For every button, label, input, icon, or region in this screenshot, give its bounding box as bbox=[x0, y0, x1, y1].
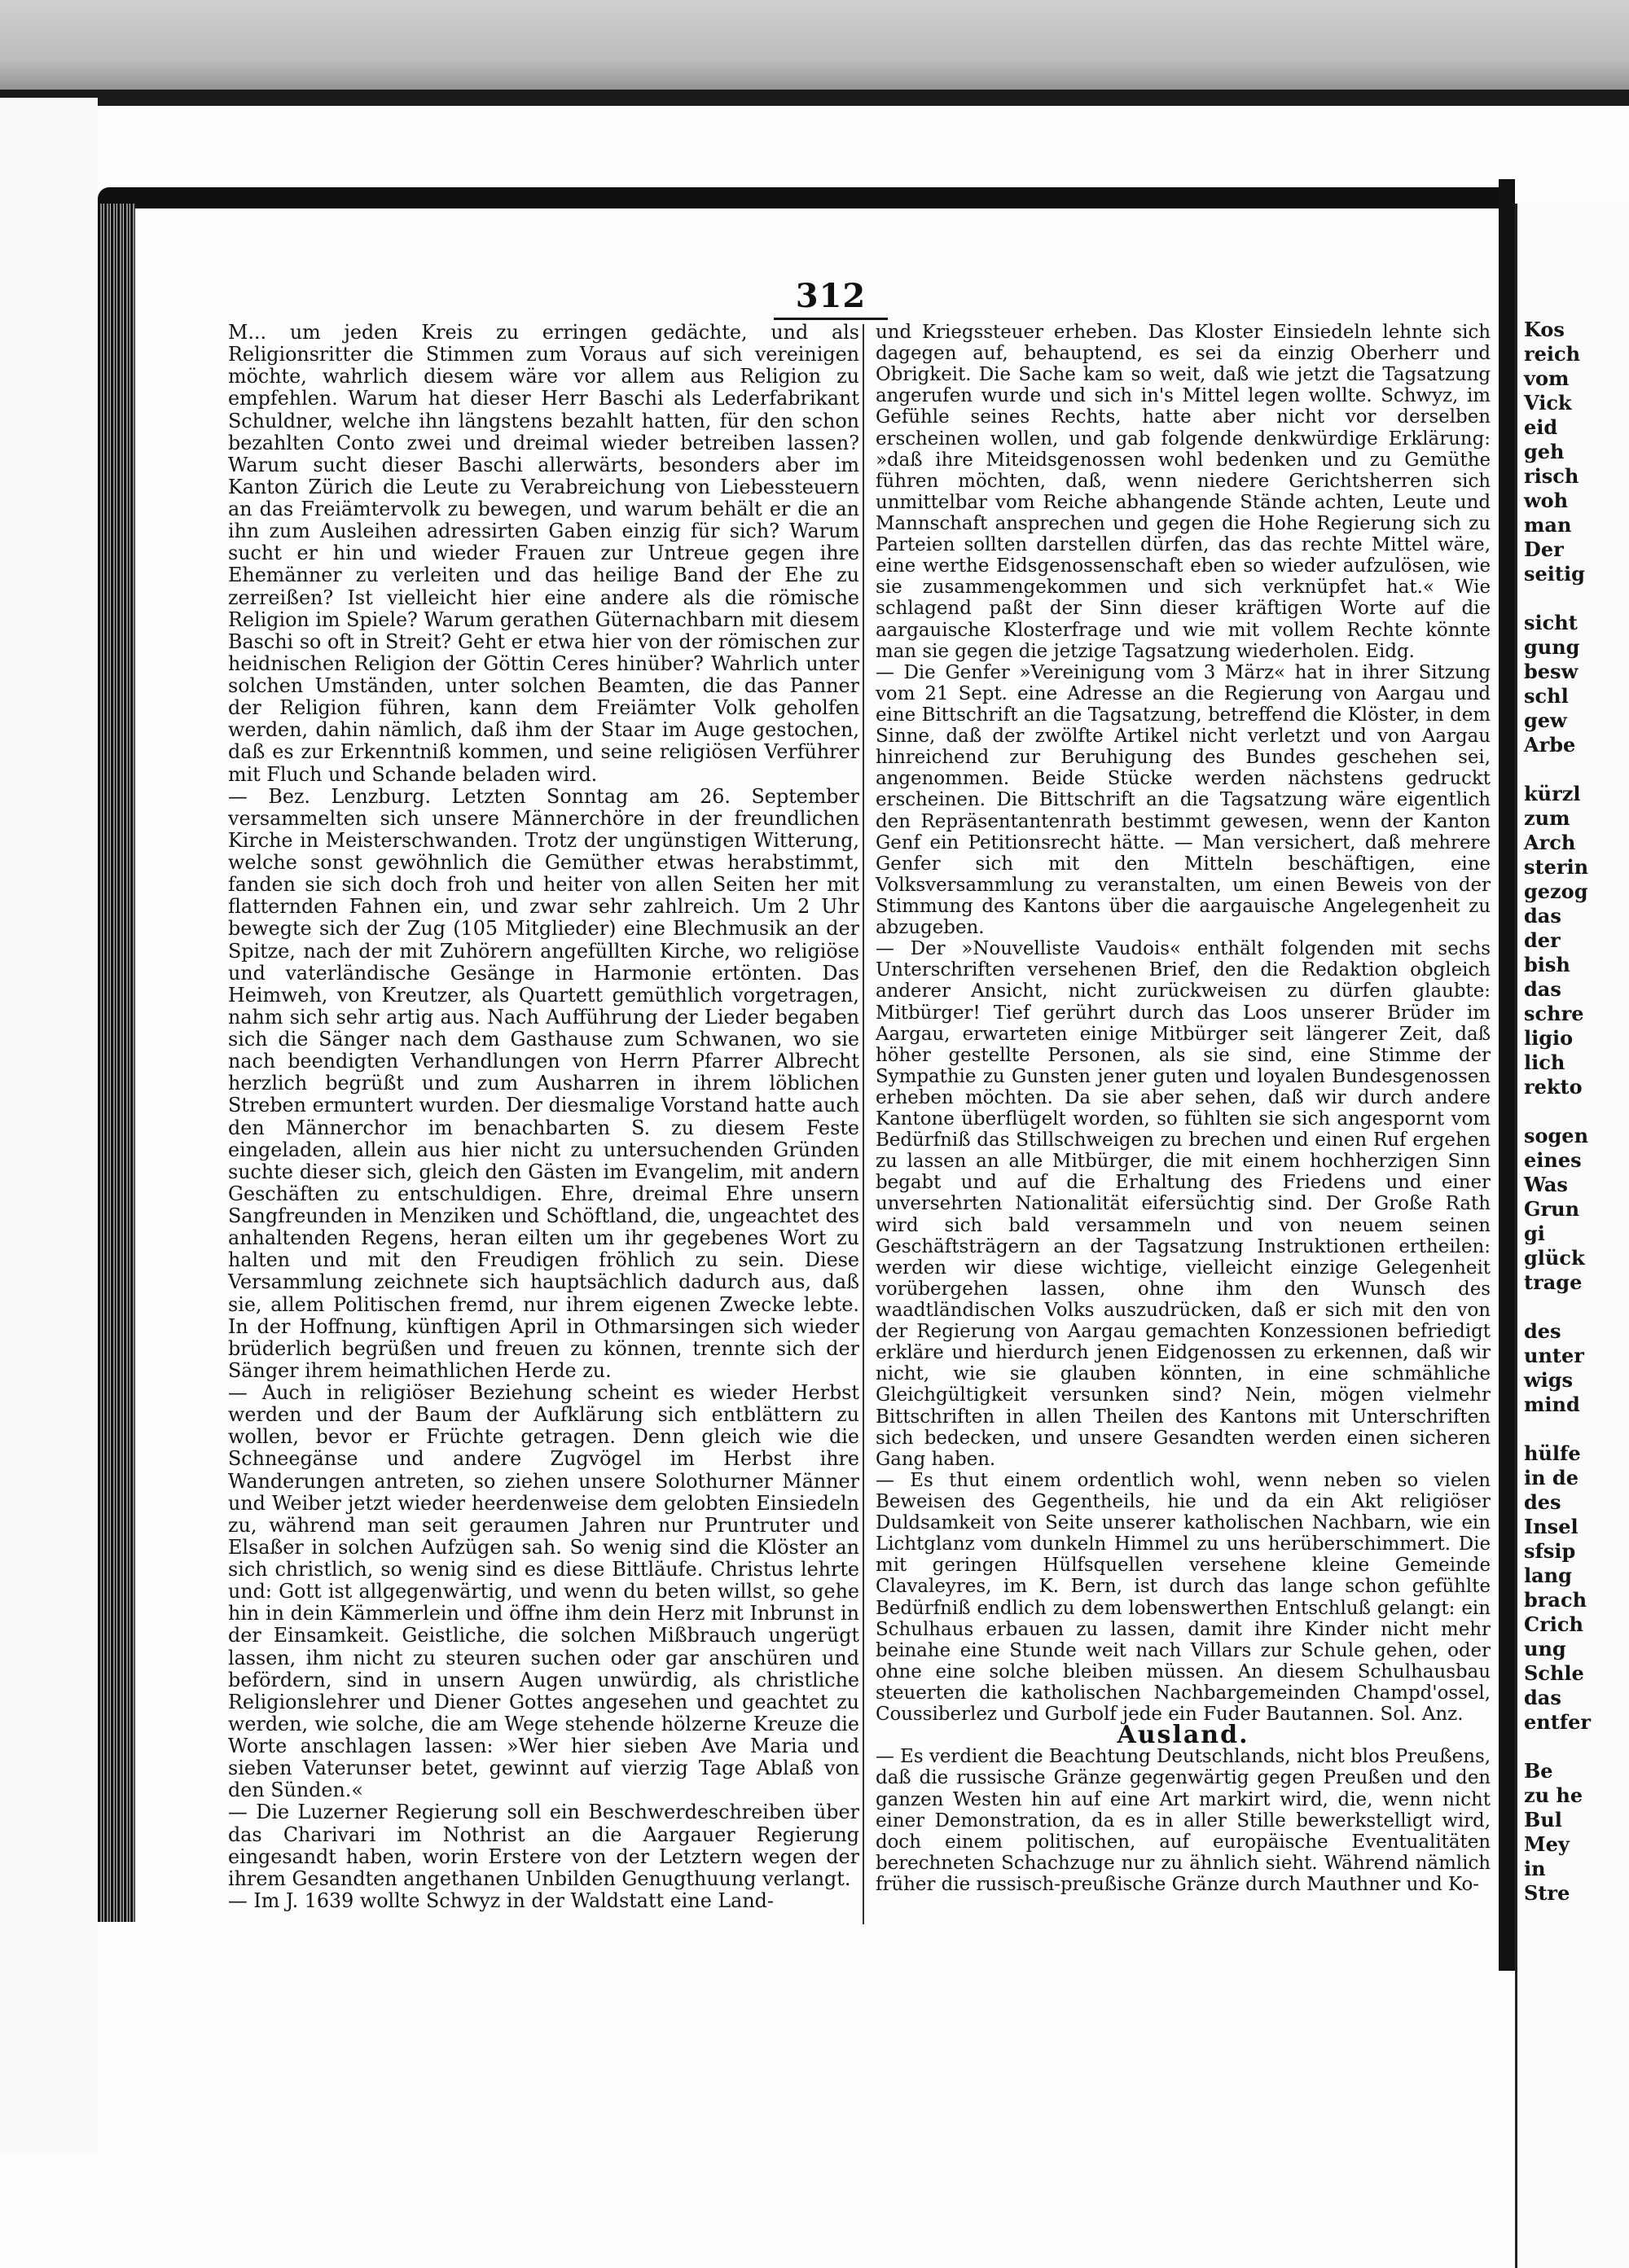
facing-page-word-fragment: Vick bbox=[1524, 391, 1572, 415]
facing-page-word-fragment: seitig bbox=[1524, 562, 1585, 586]
facing-page-word-fragment: zu he bbox=[1524, 1783, 1583, 1807]
article-paragraph: — Die Luzerner Regierung soll ein Beschwerdeschreiben über das Charivari im Nothrist an die Aargauer Regierung eingesandt haben, worin Erstere von der Letztern wegen der ihrem Gesandten angethanen Unbilden Genugthuung verlangt. bbox=[228, 1801, 859, 1890]
facing-page-word-fragment: Kos bbox=[1524, 318, 1565, 341]
facing-page-word-fragment: das bbox=[1524, 977, 1561, 1001]
facing-page-word-fragment: man bbox=[1524, 513, 1572, 537]
facing-page-word-fragment: Stre bbox=[1524, 1881, 1570, 1905]
facing-page-word-fragment: Arbe bbox=[1524, 733, 1576, 757]
facing-page-word-fragment: des bbox=[1524, 1490, 1561, 1514]
facing-page-word-fragment bbox=[1517, 1735, 1629, 1759]
article-paragraph: M... um jeden Kreis zu erringen gedächte, und als Religionsritter die Stimmen zum Voraus auf sich vereinigen möchte, wahrlich diesem wäre vor allem aus Religion zu empfehlen. Warum hat dieser Herr Baschi als Lederfabrikant Schuldner, welche ihn längstens bezahlt hatten, für den schon bezahlten Conto zwei und dreimal wieder betreiben lassen? Warum sucht dieser Baschi allerwärts, besonders aber im Kanton Zürich die Leute zu Verabreichung von Liebessteuern an das Freiämtervolk zu bewegen, und warum behält er die an ihn zum Ausleihen adressirten Gaben einzig für sich? Warum sucht er hin und wieder Frauen zur Untreue gegen ihre Ehemänner zu verleiten und das heilige Band der Ehe zu zerreißen? Ist vielleicht hier eine andere als die römische Religion im Spiele? Warum gerathen Güternachbarn mit diesem Baschi so oft in Streit? Geht er etwa hier von der römischen zur heidnischen Religion der Göttin Ceres hinüber? Wahrlich unter solchen Umständen, unter solchen Beamten, die das Panner der Religion führen, kann dem Freiämter Volk geholfen werden, dahin nämlich, daß ihm der Staar im Auge gestochen, daß es zur Erkenntniß kommen, und seine religiösen Verführer mit Fluch und Schande beladen wird. bbox=[228, 321, 859, 786]
facing-page-word-fragment: sicht bbox=[1524, 611, 1578, 634]
section-heading-ausland: Ausland. bbox=[1117, 1721, 1249, 1750]
facing-page-word-fragment: Was bbox=[1524, 1173, 1568, 1196]
facing-page-word-fragment: Arch bbox=[1524, 831, 1576, 854]
facing-page-word-fragment: gi bbox=[1524, 1222, 1545, 1245]
scan-shadow bbox=[0, 90, 1629, 106]
facing-page-word-fragment: woh bbox=[1524, 489, 1569, 512]
left-column bbox=[228, 322, 859, 1912]
article-paragraph: und Kriegssteuer erheben. Das Kloster Einsiedeln lehnte sich dagegen auf, behauptend, es sei da einzig Oberherr und Obrigkeit. Die Sache kam so weit, daß wie jetzt die Tagsatzung angerufen wurde und sich in's Mittel legen wollte. Schwyz, im Gefühle seines Rechts, hatte aber nicht vor derselben erscheinen wollen, und gab folgende denkwürdige Erklärung: »daß ihre Miteidsgenossen wohl bedenken und zu Gemüthe führen möchten, daß, wenn niedere Gerichtsherren sich unmittelbar vom Reiche abhangende Stände achten, Leute und Mannschaft ansprechen und gegen die Hohe Regierung sich zu Parteien sollten darstellen dürfen, das das rechte Mittel wäre, eine werthe Eidsgenossenschaft eben so wieder aufzulösen, wie sie zusammengekommen und sich verknüpfet hat.« Wie schlagend paßt der Sinn dieser kräftigen Worte auf die aargauische Klosterfrage und wie mit vollem Rechte könnte man sie gegen die jetzige Tagsatzung wiederholen. Eidg. bbox=[876, 322, 1491, 662]
facing-page-word-fragment: eid bbox=[1524, 415, 1558, 439]
article-paragraph: — Der »Nouvelliste Vaudois« enthält folgenden mit sechs Unterschriften versehenen Brief, den die Redaktion obgleich anderer Ansicht, nicht zurückweisen zu dürfen glaubte: Mitbürger! Tief gerührt durch das Loos unserer Brüder im Aargau, erwarteten einige Mitbürger seit längerer Zeit, daß höher gestellte Personen, als sie sind, eine Stimme der Sympathie zu Gunsten jener guten und loyalen Bundesgenossen erheben möchten. Da sie aber sehen, daß wir durch andere Kantone überflügelt worden, so fühlten sie sich angespornt vom Bedürfniß das Stillschweigen zu brechen und einen Ruf ergehen zu lassen an alle Mitbürger, die mit einem hochherzigen Sinn begabt und auf die Erhaltung des Friedens und einer unversehrten Nationalität eifersüchtig sind. Der Große Rath wird sich bald versammeln und von neuem seinen Geschäftsträgern an der Tagsatzung Instruktionen ertheilen: werden wir diese wichtige, vielleicht einzige Gelegenheit vorübergehen lassen, ohne ihm den Wunsch des waadtländischen Volks auszudrücken, daß er sich mit den von der Regierung von Aargau gemachten Konzessionen befriedigt erkläre und hierdurch jenen Eidgenossen zu erkennen, daß wir nicht, wie sie glauben könnten, in eine schmähliche Gleichgültigkeit versunken sind? Nein, mögen vielmehr Bittschriften in allen Theilen des Kantons mit Unterschriften sich bedecken, und unsere Gesandten werden einen sicheren Gang haben. bbox=[876, 938, 1491, 1470]
facing-page-word-fragment bbox=[1517, 757, 1629, 782]
facing-page-word-fragment bbox=[1517, 1417, 1629, 1441]
facing-page-word-fragment: risch bbox=[1524, 464, 1579, 488]
facing-page-word-fragment: eines bbox=[1524, 1148, 1582, 1172]
scan-margin bbox=[0, 98, 98, 2154]
facing-page-word-fragment: Bul bbox=[1524, 1808, 1562, 1832]
facing-page-word-fragment: rekto bbox=[1524, 1075, 1583, 1099]
facing-page-word-fragment: in bbox=[1524, 1857, 1546, 1880]
page-number: 312 bbox=[795, 277, 867, 315]
facing-page-word-fragment bbox=[1517, 1295, 1629, 1319]
facing-page-word-fragment: ligio bbox=[1524, 1026, 1574, 1050]
facing-page-word-fragment: schre bbox=[1524, 1002, 1584, 1025]
facing-page-word-fragment: Grun bbox=[1524, 1197, 1580, 1221]
facing-page-word-fragment: Schle bbox=[1524, 1661, 1584, 1685]
article-paragraph: — Es verdient die Beachtung Deutschlands, nicht blos Preußens, daß die russische Gränze gegenwärtig gegen Preußen und den ganzen Westen hin auf eine Art markirt wird, die, wenn nicht einer Demonstration, da es in aller Stille bewerkstelligt wird, doch einem politischen, auf europäische Eventualitäten berechneten Schachzuge nur zu ähnlich sieht. Während nämlich früher die russisch-preußische Gränze durch Mauthner und Ko- bbox=[876, 1746, 1491, 1895]
facing-page-word-fragment: besw bbox=[1524, 660, 1579, 683]
facing-page-word-fragment: das bbox=[1524, 1686, 1561, 1709]
article-paragraph: — Die Genfer »Vereinigung vom 3 März« hat in ihrer Sitzung vom 21 Sept. eine Adresse an die Regierung von Aargau und eine Bittschrift an die Tagsatzung, betreffend die Klöster, in dem Sinne, daß der zwölfte Artikel nicht verletzt und von Aargau hinreichend zur Beruhigung des Bundes geschehen sei, angenommen. Beide Stücke werden nächstens gedruckt erscheinen. Die Bittschrift an die Tagsatzung wäre eigentlich den Repräsentantenrath bestimmt gewesen, wenn der Kanton Genf ein Petitionsrecht hätte. — Man versichert, daß mehrere Genfer sich mit den Mitteln beschäftigen, eine Volksversammlung zu veranstalten, um einen Beweis von der Stimmung des Kantons über die aargauische Angelegenheit zu abzugeben. bbox=[876, 661, 1491, 939]
facing-page-word-fragment: des bbox=[1524, 1319, 1561, 1343]
book-top-edge bbox=[98, 187, 1499, 208]
facing-page-word-fragment: ung bbox=[1524, 1637, 1566, 1660]
facing-page-word-fragment: mind bbox=[1524, 1393, 1580, 1416]
facing-page-word-fragment: Insel bbox=[1524, 1515, 1579, 1538]
facing-page-word-fragment: hülfe bbox=[1524, 1441, 1581, 1465]
book-gutter bbox=[1499, 179, 1515, 1971]
facing-page-word-fragment: wigs bbox=[1524, 1368, 1574, 1392]
facing-page-word-fragment: sogen bbox=[1524, 1124, 1589, 1147]
facing-page-word-fragment: gew bbox=[1524, 708, 1567, 732]
facing-page-word-fragment: lich bbox=[1524, 1051, 1565, 1074]
article-paragraph: — Bez. Lenzburg. Letzten Sonntag am 26. September versammelten sich unsere Männerchöre in der freundlichen Kirche in Meisterschwanden. Trotz der ungünstigen Witterung, welche sonst gewöhnlich die Gemüther etwas herabstimmt, fanden sie sich doch froh und heiter von allen Seiten her mit flatternden Fahnen ein, und zwar sehr zahlreich. Um 2 Uhr bewegte sich der Zug (105 Mitglieder) eine Blechmusik an der Spitze, nach der mit Zuhörern angefüllten Kirche, wo religiöse und vaterländische Gesänge in Harmonie ertönten. Das Heimweh, von Kreutzer, als Quartett gemüthlich vorgetragen, nahm sich sehr artig aus. Nach Aufführung der Lieder begaben sich die Sänger nach dem Gasthause zum Schwanen, wo sie nach beendigten Verhandlungen von Herrn Pfarrer Albrecht herzlich begrüßt und zum Ausharren in ihrem löblichen Streben ermuntert wurden. Der diesmalige Vorstand hatte auch den Männerchor im benachbarten S. zu diesem Feste eingeladen, allein aus hier nicht zu untersuchenden Gründen suchte dieser sich, gleich den Gästen im Evangelim, mit andern Geschäften zu entschuldigen. Ehre, dreimal Ehre unsern Sangfreunden in Menziken und Schöftland, die, ungeachtet des anhaltenden Regens, heran eilten um ihr gegebenes Wort zu halten und mit den Freudigen fröhlich zu sein. Diese Versammlung zeichnete sich hauptsächlich dadurch aus, daß sie, allem Politischen fremd, nur ihrem eigenen Zwecke lebte. In der Hoffnung, künftigen April in Othmarsingen sich wieder brüderlich begrüßen und freuen zu können, trennte sich der Sänger ihrem heimathlichen Herde zu. bbox=[228, 784, 859, 1382]
facing-page-word-fragment: Be bbox=[1524, 1759, 1553, 1783]
facing-page-word-fragment: das bbox=[1524, 904, 1561, 928]
facing-page-word-fragment: Mey bbox=[1524, 1832, 1570, 1856]
facing-page-word-fragment: schl bbox=[1524, 684, 1569, 708]
facing-page-word-fragment: entfer bbox=[1524, 1710, 1592, 1734]
facing-page-word-fragment: kürzl bbox=[1524, 782, 1581, 805]
facing-page-word-fragment: unter bbox=[1524, 1344, 1584, 1367]
facing-page-word-fragment: geh bbox=[1524, 440, 1565, 463]
facing-page-word-fragment bbox=[1517, 586, 1629, 611]
facing-page-word-fragment: bish bbox=[1524, 953, 1570, 976]
right-column bbox=[876, 322, 1491, 1895]
page-number-rule bbox=[774, 318, 888, 320]
scan-background bbox=[0, 0, 1629, 98]
facing-page-word-fragment: trage bbox=[1524, 1270, 1583, 1294]
facing-page-word-fragment: glück bbox=[1524, 1246, 1585, 1270]
facing-page-word-fragment: zum bbox=[1524, 806, 1570, 830]
column-divider bbox=[863, 324, 864, 1924]
facing-page-word-fragment: Der bbox=[1524, 537, 1564, 561]
book-page-edges bbox=[98, 204, 135, 1922]
facing-page-word-fragment: Crich bbox=[1524, 1612, 1583, 1636]
facing-page-word-fragment: gung bbox=[1524, 635, 1580, 659]
facing-page-word-fragment: reich bbox=[1524, 342, 1581, 366]
article-paragraph: — Im J. 1639 wollte Schwyz in der Waldstatt eine Land- bbox=[228, 1889, 774, 1912]
facing-page-word-fragment: lang bbox=[1524, 1564, 1572, 1587]
facing-page-word-fragment: der bbox=[1524, 928, 1561, 952]
article-paragraph: — Auch in religiöser Beziehung scheint es wieder Herbst werden und der Baum der Aufklärung sich entblättern zu wollen, bevor er Früchte getragen. Denn gleich wie die Schneegänse und andere Zugvögel im Herbst ihre Wanderungen antreten, so ziehen unsere Solothurner Männer und Weiber jetzt wieder heerdenweise dem gelobten Einsiedeln zu, während man seit geraumen Jahren nur Pruntruter und Elsaßer in solchen Aufzügen sah. So wenig sind die Klöster an sich christlich, so wenig sind es diese Bittläufe. Christus lehrte und: Gott ist allgegenwärtig, und wenn du beten willst, so gehe hin in dein Kämmerlein und öffne ihm dein Herz mit Inbrunst in der Einsamkeit. Geistliche, die solchen Mißbrauch ungerügt lassen, ihm nicht zu steuren suchen oder gar anschüren und befördern, sind in unsern Augen unwürdig, als christliche Religionslehrer und Diener Gottes angesehen und geachtet zu werden, wie solche, die am Wege stehende hölzerne Kreuze die Worte anschlagen lassen: »Wer hier sieben Ave Maria und sieben Vaterunser betet, gewinnt auf vierzig Tage Ablaß von den Sünden.« bbox=[228, 1381, 859, 1802]
facing-page-word-fragment: vom bbox=[1524, 366, 1570, 390]
facing-page-word-fragment: gezog bbox=[1524, 880, 1588, 903]
facing-page-word-fragment: sfsip bbox=[1524, 1539, 1576, 1563]
facing-page-word-fragment bbox=[1517, 1099, 1629, 1124]
facing-page-word-fragment: in de bbox=[1524, 1466, 1579, 1489]
facing-page-word-fragment: brach bbox=[1524, 1588, 1587, 1612]
facing-page-fragment bbox=[1515, 204, 1629, 2268]
article-paragraph: — Es thut einem ordentlich wohl, wenn neben so vielen Beweisen des Gegentheils, hie und da ein Akt religiöser Duldsamkeit von Seite unserer katholischen Nachbarn, wie ein Lichtglanz vom dunkeln Himmel zu uns herüberschimmert. Die mit geringen Hülfsquellen versehene kleine Gemeinde Clavaleyres, im K. Bern, ist durch das lange schon gefühlte Bedürfniß endlich zu dem lobenswerthen Entschluß gelangt: ein Schulhaus erbauen zu lassen, damit ihre Kinder nicht mehr beinahe eine Stunde weit nach Villars zur Schule gehen, oder ohne eine solche bleiben müssen. An diesem Schulhausbau steuerten die katholischen Nachbargemeinden Champd'ossel, Coussiberlez und Gurbolf jede ein Fuder Bautannen. Sol. Anz. bbox=[876, 1469, 1491, 1726]
facing-page-word-fragment: sterin bbox=[1524, 855, 1589, 879]
